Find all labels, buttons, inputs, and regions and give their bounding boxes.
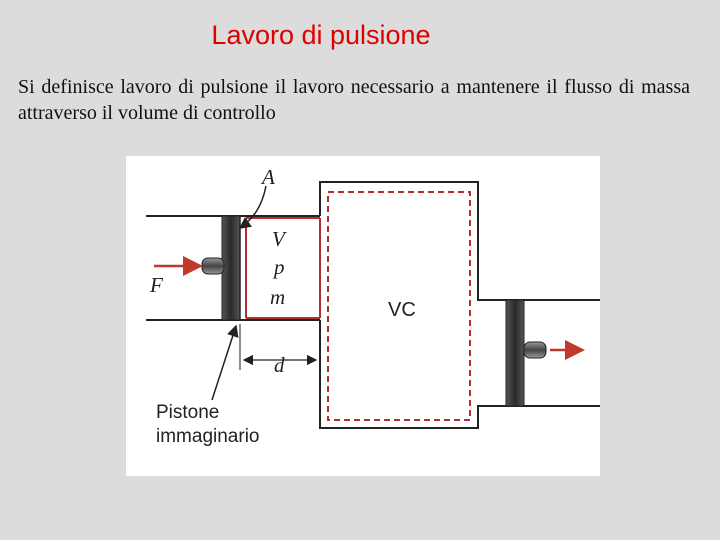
piston-diagram xyxy=(126,156,600,476)
area-label: A xyxy=(262,165,275,189)
pressure-label: p xyxy=(274,255,285,279)
outlet-piston-rod xyxy=(524,342,546,358)
piston-diagram-svg xyxy=(126,156,600,476)
control-volume-wall-lower xyxy=(320,320,600,428)
piston-label-line1: Pistone xyxy=(156,402,220,423)
control-volume-wall xyxy=(320,182,600,300)
piston-label-line2: immaginario xyxy=(156,426,260,447)
slide-text: Si definisce lavoro di pulsione il lavoro necessario a mantenere il flusso di massa attraverso il volume di controllo xyxy=(18,76,690,124)
force-label: F xyxy=(150,273,163,297)
slide-title: Lavoro di pulsione xyxy=(211,20,431,50)
volume-label: V xyxy=(272,227,285,251)
imaginary-piston-pointer xyxy=(212,326,236,400)
control-volume-label: VC xyxy=(388,299,416,321)
inlet-piston xyxy=(222,216,240,320)
area-pointer xyxy=(240,186,266,228)
inlet-piston-rod xyxy=(202,258,224,274)
mass-label: m xyxy=(270,285,286,309)
distance-label: d xyxy=(274,353,285,377)
outlet-piston xyxy=(506,300,524,406)
